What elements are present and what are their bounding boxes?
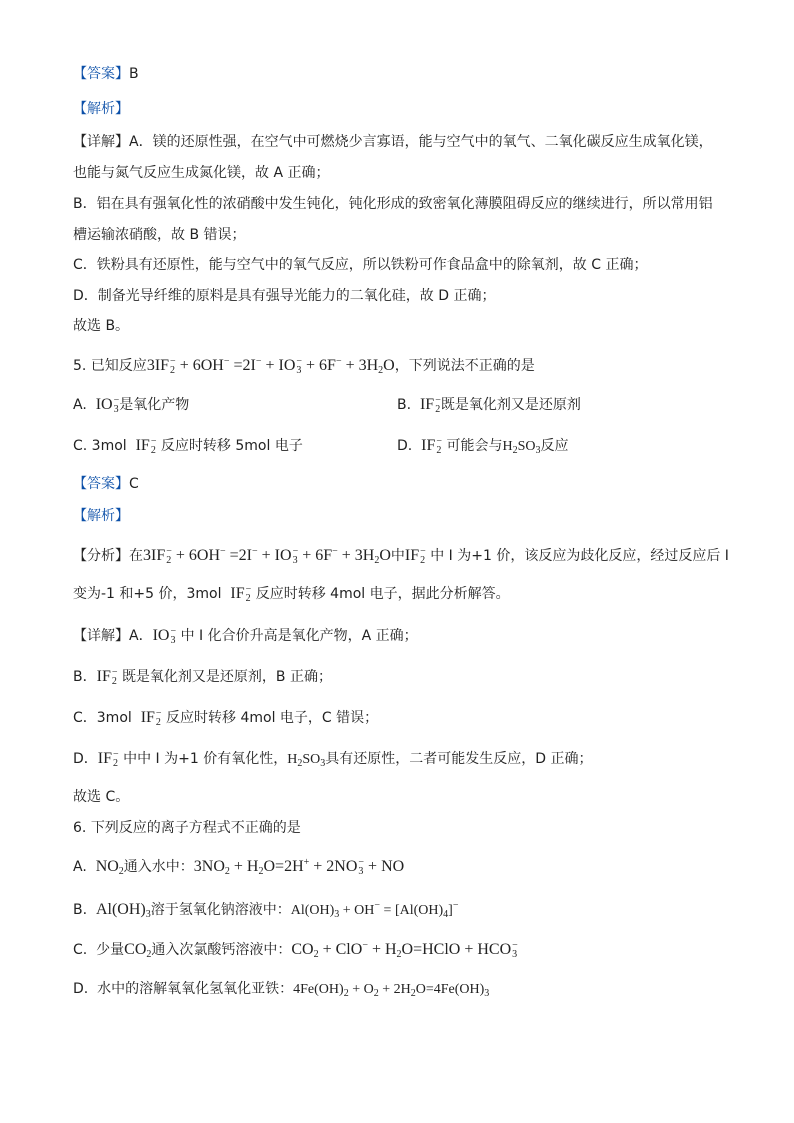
option-label: A.	[73, 397, 87, 413]
q5-analyze-line-1	[73, 540, 729, 573]
equation: $3NO_2 + H_2O=2H^+ + 2NO$ − 3 + NO	[193, 857, 405, 878]
q4-detail-line-2: 也能与氮气反应生成氮化镁，故 A 正确；	[73, 165, 330, 181]
option-text: 既是氧化剂又是还原剂	[440, 397, 581, 413]
detail-text: A．	[129, 628, 153, 644]
formula: $Al(OH)_3$	[95, 901, 151, 920]
answer-tag: 【答案】	[73, 66, 129, 82]
detail-text: B．	[73, 669, 97, 685]
question-number: 5.	[73, 358, 87, 374]
q5-detail-c	[73, 706, 378, 730]
detail-text: 中 I 化合价升高是氧化产物，A 正确；	[180, 628, 418, 644]
detail-tag: 【详解】	[73, 134, 129, 150]
q4-detail-line-3: B．铝在具有强氧化性的浓硝酸中发生钝化，钝化形成的致密氧化薄膜阻碍反应的继续进行，所以常用铝	[73, 196, 713, 212]
detail-text: 中中 I 为+1 价有氧化性，	[123, 751, 288, 767]
detail-text: 具有还原性，二者可能发生反应，D 正确；	[325, 751, 593, 767]
q4-answer-line	[73, 64, 139, 84]
detail-text: 反应时转移 4mol 电子，C 错误；	[166, 710, 379, 726]
option-text: 可能会与	[446, 438, 503, 454]
formula: IF − 2	[421, 436, 443, 457]
option-label: C.	[73, 942, 88, 958]
stem-text: ，下列说法不正确的是	[394, 358, 535, 374]
answer-value: B	[129, 66, 139, 82]
formula: IF − 2	[97, 749, 119, 770]
q5-detail-d	[73, 747, 593, 776]
reaction-equation: 3IF − 2 + 6OH− =2I− + IO − 3 + $6F^- + 3H_2O$	[146, 356, 395, 377]
q4-analysis-tag: 【解析】	[73, 101, 129, 117]
q5-stem	[73, 350, 535, 383]
q4-detail-line-6: D．制备光导纤维的原料是具有强导光能力的二氧化硅，故 D 正确；	[73, 288, 496, 304]
answer-tag: 【答案】	[73, 476, 129, 492]
formula: IO − 3	[95, 395, 120, 416]
option-text: 反应	[540, 438, 569, 454]
formula: IF − 2	[135, 436, 157, 457]
q5-option-c	[73, 435, 303, 457]
formula: IF − 2	[140, 708, 162, 729]
detail-text: C．3mol	[73, 710, 132, 726]
equation: $4Fe(OH)_2 + O_2 + 2H_2O=4Fe(OH)_3$	[293, 982, 490, 999]
q6-option-a	[73, 851, 404, 884]
option-text: 通入次氯酸钙溶液中：	[151, 942, 292, 958]
option-text: 溶于氢氧化钠溶液中：	[150, 902, 291, 918]
q5-option-b	[397, 394, 581, 416]
detail-text: 既是氧化剂又是还原剂，B 正确；	[121, 669, 332, 685]
detail-text: A．镁的还原性强，在空气中可燃烧少言寡语，能与空气中的氧气、二氧化碳反应生成氧化镁，	[129, 134, 713, 150]
reaction-equation: 3IF − 2 + 6OH− =2I− + IO − 3 + $6F^- + 3H_2O$	[143, 546, 391, 567]
formula: $NO_2$	[95, 858, 124, 877]
formula: IF − 2	[404, 546, 426, 567]
q4-conclusion: 故选 B。	[73, 318, 130, 334]
stem-text: 下列反应的离子方程式不正确的是	[90, 820, 301, 836]
answer-value: C	[129, 476, 139, 492]
q5-option-d	[397, 435, 569, 462]
option-text: 反应时转移 5mol 电子	[160, 438, 303, 454]
detail-tag: 【详解】	[73, 628, 129, 644]
question-number: 6.	[73, 820, 87, 836]
formula: IF − 2	[419, 395, 441, 416]
analyze-text: 反应时转移 4mol 电子，据此分析解答。	[255, 586, 510, 602]
q6-option-c	[73, 934, 518, 967]
equation: $CO_2 + ClO^-$ + $H_2O=HClO$ + HCO − 3	[291, 940, 518, 961]
q5-conclusion: 故选 C。	[73, 789, 130, 805]
option-label: A.	[73, 859, 87, 875]
q5-analyze-line-2	[73, 582, 510, 606]
q4-detail-line-5: C．铁粉具有还原性，能与空气中的氧气反应，所以铁粉可作食品盒中的除氧剂，故 C 正确；	[73, 257, 648, 273]
formula: IF − 2	[96, 667, 118, 688]
analyze-tag: 【分析】	[73, 548, 129, 564]
formula: IF − 2	[230, 584, 252, 605]
q6-stem	[73, 818, 301, 838]
analyze-text: 变为-1 和+5 价，3mol	[73, 586, 222, 602]
equation: $Al(OH)_3 + OH^- = [Al(OH)_4]^-$	[290, 900, 459, 920]
stem-text: 已知反应	[90, 358, 147, 374]
q4-detail-line-1	[73, 132, 713, 152]
analyze-text: 中	[390, 548, 405, 564]
formula: $H_2SO_3$	[502, 439, 541, 456]
option-label: D.	[397, 438, 413, 454]
option-text: 是氧化产物	[119, 397, 190, 413]
formula: IO − 3	[152, 626, 177, 647]
option-text: 通入水中：	[123, 859, 194, 875]
q5-detail-b	[73, 665, 332, 689]
formula: $H_2SO_3$	[287, 752, 326, 769]
detail-text: D．	[73, 751, 98, 767]
option-text: 水中的溶解氧氧化氢氧化亚铁：	[97, 981, 294, 997]
analyze-text: 中 I 为+1 价，该反应为歧化反应，经过反应后 I	[430, 548, 729, 564]
option-label: B.	[397, 397, 412, 413]
q6-option-d	[73, 976, 489, 1007]
q5-option-a	[73, 394, 189, 416]
option-text: 少量	[96, 942, 125, 958]
formula: $CO_2$	[124, 941, 152, 960]
q5-analysis-tag: 【解析】	[73, 508, 129, 524]
option-label: C. 3mol	[73, 438, 127, 454]
analyze-text: 在	[129, 548, 143, 564]
option-label: B.	[73, 902, 88, 918]
q5-answer-line	[73, 474, 139, 494]
q6-option-b	[73, 893, 458, 928]
q4-detail-line-4: 槽运输浓硝酸，故 B 错误；	[73, 227, 246, 243]
q5-detail-a	[73, 624, 418, 648]
option-label: D.	[73, 981, 89, 997]
